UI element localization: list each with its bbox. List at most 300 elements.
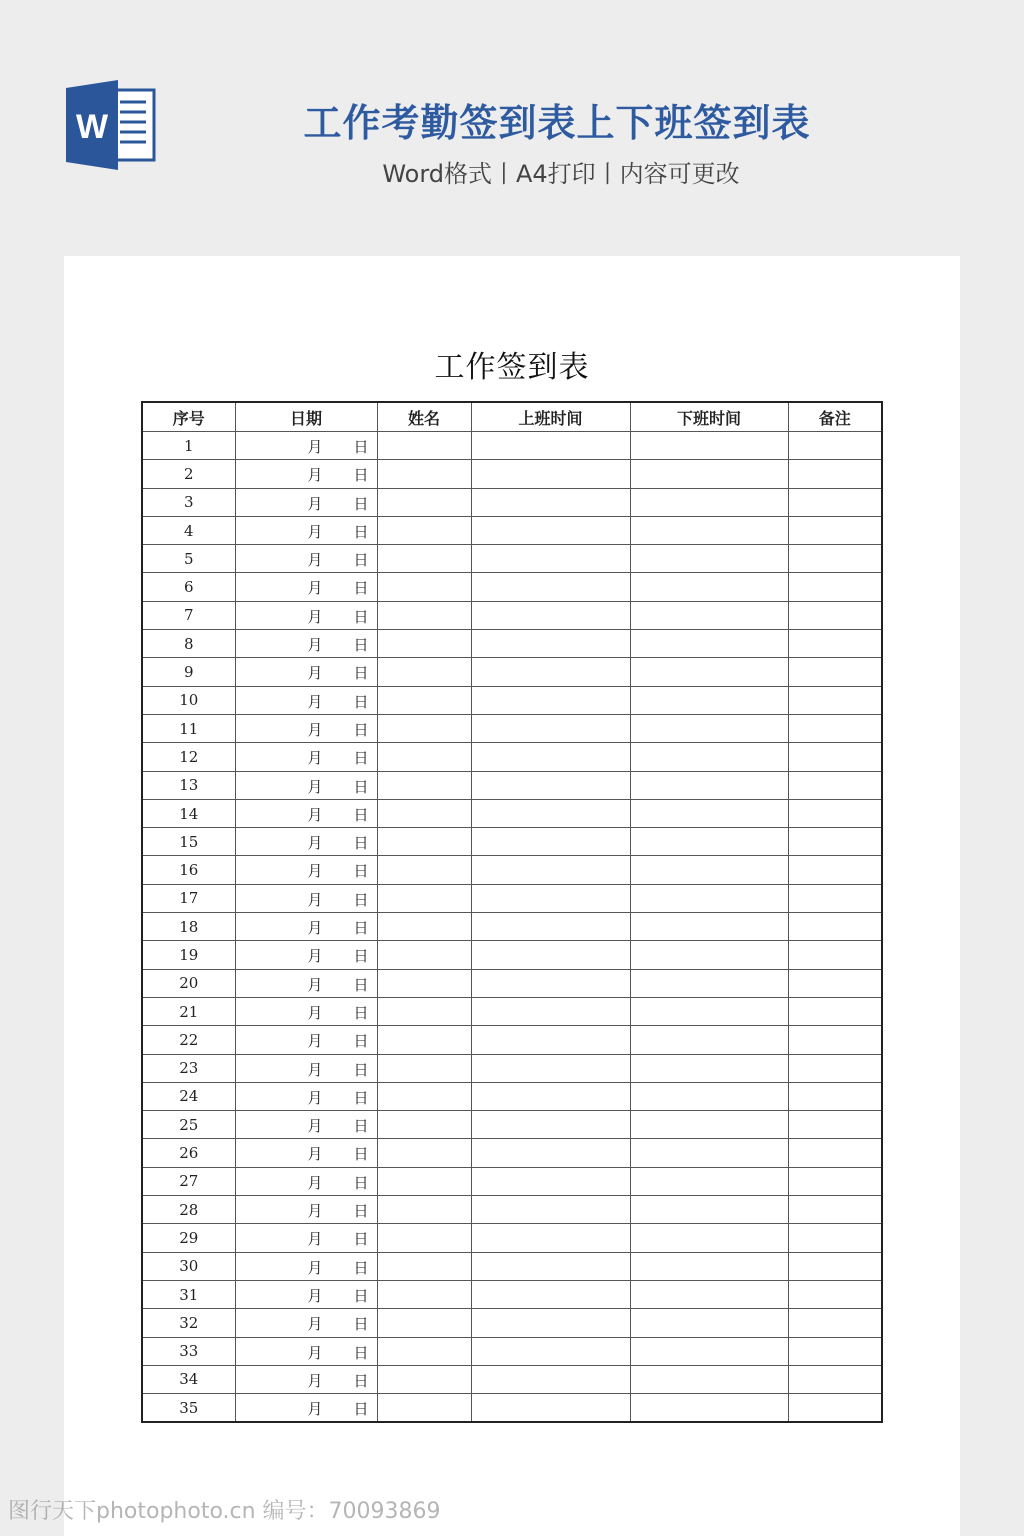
day-label: 日 bbox=[353, 975, 369, 994]
name-cell[interactable] bbox=[377, 799, 471, 827]
remarks-cell[interactable] bbox=[788, 658, 882, 686]
day-label: 日 bbox=[353, 1258, 369, 1277]
date-cell[interactable] bbox=[235, 913, 377, 941]
column-header-remarks: 备注 bbox=[788, 402, 882, 432]
date-cell[interactable] bbox=[235, 460, 377, 488]
clock-out-cell[interactable] bbox=[630, 856, 788, 884]
remarks-cell[interactable] bbox=[788, 941, 882, 969]
row-number: 27 bbox=[142, 1167, 235, 1195]
logo-letter: W bbox=[75, 108, 109, 146]
name-cell[interactable] bbox=[377, 1026, 471, 1054]
date-cell[interactable] bbox=[235, 997, 377, 1025]
row-number: 24 bbox=[142, 1082, 235, 1110]
row-number: 17 bbox=[142, 884, 235, 912]
row-number: 3 bbox=[142, 488, 235, 516]
row-number: 15 bbox=[142, 828, 235, 856]
clock-in-cell[interactable] bbox=[471, 1054, 630, 1082]
row-number: 28 bbox=[142, 1196, 235, 1224]
row-number: 35 bbox=[142, 1394, 235, 1423]
day-label: 日 bbox=[353, 522, 369, 541]
clock-in-cell[interactable] bbox=[471, 1026, 630, 1054]
date-cell[interactable] bbox=[235, 1280, 377, 1308]
clock-out-cell[interactable] bbox=[630, 1252, 788, 1280]
date-cell[interactable] bbox=[235, 856, 377, 884]
date-cell[interactable] bbox=[235, 1365, 377, 1393]
clock-in-cell[interactable] bbox=[471, 573, 630, 601]
remarks-cell[interactable] bbox=[788, 1224, 882, 1252]
month-label: 月 bbox=[307, 1400, 323, 1419]
table-row bbox=[142, 1054, 882, 1082]
date-cell[interactable] bbox=[235, 1337, 377, 1365]
row-number: 16 bbox=[142, 856, 235, 884]
day-label: 日 bbox=[353, 862, 369, 881]
name-cell[interactable] bbox=[377, 432, 471, 460]
table-row bbox=[142, 1111, 882, 1139]
clock-in-cell[interactable] bbox=[471, 545, 630, 573]
clock-in-cell[interactable] bbox=[471, 630, 630, 658]
month-label: 月 bbox=[307, 862, 323, 881]
row-number: 2 bbox=[142, 460, 235, 488]
table-row bbox=[142, 516, 882, 544]
name-cell[interactable] bbox=[377, 630, 471, 658]
date-cell[interactable] bbox=[235, 488, 377, 516]
month-label: 月 bbox=[307, 522, 323, 541]
date-cell[interactable] bbox=[235, 828, 377, 856]
remarks-cell[interactable] bbox=[788, 799, 882, 827]
clock-out-cell[interactable] bbox=[630, 1224, 788, 1252]
name-cell[interactable] bbox=[377, 516, 471, 544]
day-label: 日 bbox=[353, 947, 369, 966]
day-label: 日 bbox=[353, 1286, 369, 1305]
clock-out-cell[interactable] bbox=[630, 771, 788, 799]
column-header-name: 姓名 bbox=[377, 402, 471, 432]
clock-in-cell[interactable] bbox=[471, 516, 630, 544]
remarks-cell[interactable] bbox=[788, 630, 882, 658]
clock-out-cell[interactable] bbox=[630, 658, 788, 686]
name-cell[interactable] bbox=[377, 488, 471, 516]
day-label: 日 bbox=[353, 579, 369, 598]
month-label: 月 bbox=[307, 834, 323, 853]
month-label: 月 bbox=[307, 1371, 323, 1390]
clock-in-cell[interactable] bbox=[471, 1309, 630, 1337]
day-label: 日 bbox=[353, 636, 369, 655]
clock-in-cell[interactable] bbox=[471, 1224, 630, 1252]
date-cell[interactable] bbox=[235, 1082, 377, 1110]
clock-out-cell[interactable] bbox=[630, 1365, 788, 1393]
month-label: 月 bbox=[307, 1117, 323, 1136]
table-row bbox=[142, 1394, 882, 1423]
day-label: 日 bbox=[353, 607, 369, 626]
date-cell[interactable] bbox=[235, 1139, 377, 1167]
remarks-cell[interactable] bbox=[788, 1309, 882, 1337]
clock-in-cell[interactable] bbox=[471, 1111, 630, 1139]
table-row bbox=[142, 1365, 882, 1393]
day-label: 日 bbox=[353, 1032, 369, 1051]
clock-out-cell[interactable] bbox=[630, 1337, 788, 1365]
clock-out-cell[interactable] bbox=[630, 1309, 788, 1337]
clock-out-cell[interactable] bbox=[630, 573, 788, 601]
day-label: 日 bbox=[353, 919, 369, 938]
row-number: 5 bbox=[142, 545, 235, 573]
clock-in-cell[interactable] bbox=[471, 1196, 630, 1224]
clock-in-cell[interactable] bbox=[471, 601, 630, 629]
month-label: 月 bbox=[307, 1060, 323, 1079]
clock-in-cell[interactable] bbox=[471, 686, 630, 714]
name-cell[interactable] bbox=[377, 1167, 471, 1195]
watermark: 图行天下photophoto.cn 编号：70093869 bbox=[8, 1499, 441, 1524]
day-label: 日 bbox=[353, 664, 369, 683]
table-row bbox=[142, 601, 882, 629]
remarks-cell[interactable] bbox=[788, 828, 882, 856]
clock-in-cell[interactable] bbox=[471, 884, 630, 912]
table-row bbox=[142, 573, 882, 601]
day-label: 日 bbox=[353, 438, 369, 456]
column-header-serial: 序号 bbox=[142, 402, 235, 432]
clock-out-cell[interactable] bbox=[630, 432, 788, 460]
date-cell[interactable] bbox=[235, 1309, 377, 1337]
remarks-cell[interactable] bbox=[788, 432, 882, 460]
date-cell[interactable] bbox=[235, 1167, 377, 1195]
day-label: 日 bbox=[353, 466, 369, 485]
clock-out-cell[interactable] bbox=[630, 1139, 788, 1167]
table-row bbox=[142, 1252, 882, 1280]
row-number: 1 bbox=[142, 432, 235, 460]
remarks-cell[interactable] bbox=[788, 913, 882, 941]
month-label: 月 bbox=[307, 1286, 323, 1305]
name-cell[interactable] bbox=[377, 686, 471, 714]
row-number: 26 bbox=[142, 1139, 235, 1167]
clock-out-cell[interactable] bbox=[630, 460, 788, 488]
month-label: 月 bbox=[307, 1032, 323, 1051]
table-row bbox=[142, 714, 882, 742]
clock-out-cell[interactable] bbox=[630, 1280, 788, 1308]
remarks-cell[interactable] bbox=[788, 1167, 882, 1195]
clock-out-cell[interactable] bbox=[630, 884, 788, 912]
table-row bbox=[142, 545, 882, 573]
table-row bbox=[142, 1139, 882, 1167]
table-row bbox=[142, 856, 882, 884]
day-label: 日 bbox=[353, 1145, 369, 1164]
day-label: 日 bbox=[353, 1202, 369, 1221]
remarks-cell[interactable] bbox=[788, 460, 882, 488]
date-cell[interactable] bbox=[235, 516, 377, 544]
clock-out-cell[interactable] bbox=[630, 799, 788, 827]
clock-in-cell[interactable] bbox=[471, 1082, 630, 1110]
remarks-cell[interactable] bbox=[788, 601, 882, 629]
name-cell[interactable] bbox=[377, 460, 471, 488]
date-cell[interactable] bbox=[235, 714, 377, 742]
date-cell[interactable] bbox=[235, 771, 377, 799]
month-label: 月 bbox=[307, 1173, 323, 1192]
remarks-cell[interactable] bbox=[788, 1054, 882, 1082]
clock-in-cell[interactable] bbox=[471, 913, 630, 941]
remarks-cell[interactable] bbox=[788, 969, 882, 997]
table-row bbox=[142, 460, 882, 488]
date-cell[interactable] bbox=[235, 630, 377, 658]
row-number: 22 bbox=[142, 1026, 235, 1054]
clock-out-cell[interactable] bbox=[630, 1026, 788, 1054]
month-label: 月 bbox=[307, 1343, 323, 1362]
month-label: 月 bbox=[307, 720, 323, 739]
clock-out-cell[interactable] bbox=[630, 1394, 788, 1423]
row-number: 6 bbox=[142, 573, 235, 601]
clock-in-cell[interactable] bbox=[471, 1337, 630, 1365]
clock-in-cell[interactable] bbox=[471, 1252, 630, 1280]
remarks-cell[interactable] bbox=[788, 1365, 882, 1393]
name-cell[interactable] bbox=[377, 1280, 471, 1308]
clock-out-cell[interactable] bbox=[630, 488, 788, 516]
remarks-cell[interactable] bbox=[788, 686, 882, 714]
row-number: 7 bbox=[142, 601, 235, 629]
remarks-cell[interactable] bbox=[788, 856, 882, 884]
name-cell[interactable] bbox=[377, 714, 471, 742]
date-cell[interactable] bbox=[235, 658, 377, 686]
table-row bbox=[142, 432, 882, 460]
clock-in-cell[interactable] bbox=[471, 1365, 630, 1393]
clock-out-cell[interactable] bbox=[630, 686, 788, 714]
clock-in-cell[interactable] bbox=[471, 1167, 630, 1195]
date-cell[interactable] bbox=[235, 941, 377, 969]
remarks-cell[interactable] bbox=[788, 1252, 882, 1280]
remarks-cell[interactable] bbox=[788, 1026, 882, 1054]
name-cell[interactable] bbox=[377, 828, 471, 856]
name-cell[interactable] bbox=[377, 1139, 471, 1167]
day-label: 日 bbox=[353, 720, 369, 739]
table-row bbox=[142, 686, 882, 714]
remarks-cell[interactable] bbox=[788, 545, 882, 573]
clock-in-cell[interactable] bbox=[471, 460, 630, 488]
clock-out-cell[interactable] bbox=[630, 1054, 788, 1082]
table-row bbox=[142, 743, 882, 771]
clock-out-cell[interactable] bbox=[630, 714, 788, 742]
day-label: 日 bbox=[353, 749, 369, 768]
table-row bbox=[142, 913, 882, 941]
clock-out-cell[interactable] bbox=[630, 743, 788, 771]
remarks-cell[interactable] bbox=[788, 771, 882, 799]
name-cell[interactable] bbox=[377, 1054, 471, 1082]
table-row bbox=[142, 1224, 882, 1252]
month-label: 月 bbox=[307, 947, 323, 966]
table-row bbox=[142, 1337, 882, 1365]
name-cell[interactable] bbox=[377, 1252, 471, 1280]
date-cell[interactable] bbox=[235, 545, 377, 573]
row-number: 11 bbox=[142, 714, 235, 742]
month-label: 月 bbox=[307, 1003, 323, 1022]
month-label: 月 bbox=[307, 1258, 323, 1277]
remarks-cell[interactable] bbox=[788, 1082, 882, 1110]
clock-out-cell[interactable] bbox=[630, 545, 788, 573]
date-cell[interactable] bbox=[235, 573, 377, 601]
table-row bbox=[142, 1026, 882, 1054]
clock-in-cell[interactable] bbox=[471, 743, 630, 771]
clock-in-cell[interactable] bbox=[471, 856, 630, 884]
month-label: 月 bbox=[307, 777, 323, 796]
row-number: 18 bbox=[142, 913, 235, 941]
date-cell[interactable] bbox=[235, 799, 377, 827]
column-header-clock-in: 上班时间 bbox=[471, 402, 630, 432]
name-cell[interactable] bbox=[377, 997, 471, 1025]
month-label: 月 bbox=[307, 749, 323, 768]
clock-out-cell[interactable] bbox=[630, 601, 788, 629]
month-label: 月 bbox=[307, 1315, 323, 1334]
name-cell[interactable] bbox=[377, 884, 471, 912]
clock-in-cell[interactable] bbox=[471, 714, 630, 742]
remarks-cell[interactable] bbox=[788, 997, 882, 1025]
clock-out-cell[interactable] bbox=[630, 630, 788, 658]
clock-in-cell[interactable] bbox=[471, 1280, 630, 1308]
name-cell[interactable] bbox=[377, 913, 471, 941]
month-label: 月 bbox=[307, 1230, 323, 1249]
clock-out-cell[interactable] bbox=[630, 828, 788, 856]
date-cell[interactable] bbox=[235, 884, 377, 912]
sign-in-table bbox=[141, 401, 883, 1423]
clock-out-cell[interactable] bbox=[630, 1111, 788, 1139]
clock-in-cell[interactable] bbox=[471, 488, 630, 516]
day-label: 日 bbox=[353, 1003, 369, 1022]
date-cell[interactable] bbox=[235, 1196, 377, 1224]
row-number: 23 bbox=[142, 1054, 235, 1082]
month-label: 月 bbox=[307, 1202, 323, 1221]
row-number: 30 bbox=[142, 1252, 235, 1280]
clock-in-cell[interactable] bbox=[471, 658, 630, 686]
remarks-cell[interactable] bbox=[788, 1139, 882, 1167]
clock-out-cell[interactable] bbox=[630, 969, 788, 997]
table-row bbox=[142, 1167, 882, 1195]
day-label: 日 bbox=[353, 1400, 369, 1419]
date-cell[interactable] bbox=[235, 1394, 377, 1423]
name-cell[interactable] bbox=[377, 771, 471, 799]
clock-out-cell[interactable] bbox=[630, 516, 788, 544]
name-cell[interactable] bbox=[377, 1111, 471, 1139]
document-title: 工作签到表 bbox=[434, 350, 590, 385]
name-cell[interactable] bbox=[377, 856, 471, 884]
name-cell[interactable] bbox=[377, 1337, 471, 1365]
day-label: 日 bbox=[353, 1117, 369, 1136]
clock-in-cell[interactable] bbox=[471, 997, 630, 1025]
day-label: 日 bbox=[353, 777, 369, 796]
clock-in-cell[interactable] bbox=[471, 1139, 630, 1167]
column-header-clock-out: 下班时间 bbox=[630, 402, 788, 432]
month-label: 月 bbox=[307, 607, 323, 626]
day-label: 日 bbox=[353, 1173, 369, 1192]
table-row bbox=[142, 658, 882, 686]
month-label: 月 bbox=[307, 692, 323, 711]
remarks-cell[interactable] bbox=[788, 1111, 882, 1139]
date-cell[interactable] bbox=[235, 686, 377, 714]
clock-in-cell[interactable] bbox=[471, 432, 630, 460]
name-cell[interactable] bbox=[377, 969, 471, 997]
clock-out-cell[interactable] bbox=[630, 1082, 788, 1110]
remarks-cell[interactable] bbox=[788, 516, 882, 544]
row-number: 10 bbox=[142, 686, 235, 714]
clock-out-cell[interactable] bbox=[630, 1167, 788, 1195]
table-row bbox=[142, 884, 882, 912]
remarks-cell[interactable] bbox=[788, 884, 882, 912]
name-cell[interactable] bbox=[377, 1082, 471, 1110]
table-row bbox=[142, 1196, 882, 1224]
remarks-cell[interactable] bbox=[788, 1196, 882, 1224]
clock-in-cell[interactable] bbox=[471, 941, 630, 969]
day-label: 日 bbox=[353, 805, 369, 824]
clock-out-cell[interactable] bbox=[630, 941, 788, 969]
date-cell[interactable] bbox=[235, 601, 377, 629]
name-cell[interactable] bbox=[377, 1224, 471, 1252]
remarks-cell[interactable] bbox=[788, 1394, 882, 1423]
table-row bbox=[142, 828, 882, 856]
clock-out-cell[interactable] bbox=[630, 997, 788, 1025]
date-cell[interactable] bbox=[235, 1224, 377, 1252]
row-number: 34 bbox=[142, 1365, 235, 1393]
clock-in-cell[interactable] bbox=[471, 771, 630, 799]
remarks-cell[interactable] bbox=[788, 573, 882, 601]
clock-in-cell[interactable] bbox=[471, 799, 630, 827]
clock-out-cell[interactable] bbox=[630, 913, 788, 941]
table-row bbox=[142, 1280, 882, 1308]
row-number: 32 bbox=[142, 1309, 235, 1337]
date-cell[interactable] bbox=[235, 1111, 377, 1139]
name-cell[interactable] bbox=[377, 1196, 471, 1224]
table-header-row bbox=[142, 402, 882, 432]
name-cell[interactable] bbox=[377, 658, 471, 686]
remarks-cell[interactable] bbox=[788, 488, 882, 516]
date-cell[interactable] bbox=[235, 1054, 377, 1082]
remarks-cell[interactable] bbox=[788, 1337, 882, 1365]
date-cell[interactable] bbox=[235, 743, 377, 771]
day-label: 日 bbox=[353, 834, 369, 853]
date-cell[interactable] bbox=[235, 1026, 377, 1054]
row-number: 31 bbox=[142, 1280, 235, 1308]
remarks-cell[interactable] bbox=[788, 743, 882, 771]
column-header-date: 日期 bbox=[235, 402, 377, 432]
name-cell[interactable] bbox=[377, 743, 471, 771]
month-label: 月 bbox=[307, 551, 323, 570]
clock-in-cell[interactable] bbox=[471, 969, 630, 997]
month-label: 月 bbox=[307, 1145, 323, 1164]
day-label: 日 bbox=[353, 1315, 369, 1334]
table-row bbox=[142, 630, 882, 658]
name-cell[interactable] bbox=[377, 1394, 471, 1423]
name-cell[interactable] bbox=[377, 545, 471, 573]
name-cell[interactable] bbox=[377, 1365, 471, 1393]
month-label: 月 bbox=[307, 636, 323, 655]
document-page bbox=[64, 256, 960, 1536]
date-cell[interactable] bbox=[235, 969, 377, 997]
name-cell[interactable] bbox=[377, 1309, 471, 1337]
month-label: 月 bbox=[307, 494, 323, 513]
table-row bbox=[142, 1309, 882, 1337]
name-cell[interactable] bbox=[377, 941, 471, 969]
date-cell[interactable] bbox=[235, 1252, 377, 1280]
month-label: 月 bbox=[307, 919, 323, 938]
clock-in-cell[interactable] bbox=[471, 1394, 630, 1423]
table-body bbox=[142, 432, 882, 1423]
clock-out-cell[interactable] bbox=[630, 1196, 788, 1224]
table-row bbox=[142, 771, 882, 799]
table-row bbox=[142, 799, 882, 827]
month-label: 月 bbox=[307, 890, 323, 909]
row-number: 29 bbox=[142, 1224, 235, 1252]
date-cell[interactable] bbox=[235, 432, 377, 460]
remarks-cell[interactable] bbox=[788, 1280, 882, 1308]
remarks-cell[interactable] bbox=[788, 714, 882, 742]
day-label: 日 bbox=[353, 1088, 369, 1107]
name-cell[interactable] bbox=[377, 601, 471, 629]
table-row bbox=[142, 969, 882, 997]
name-cell[interactable] bbox=[377, 573, 471, 601]
day-label: 日 bbox=[353, 1060, 369, 1079]
clock-in-cell[interactable] bbox=[471, 828, 630, 856]
row-number: 12 bbox=[142, 743, 235, 771]
